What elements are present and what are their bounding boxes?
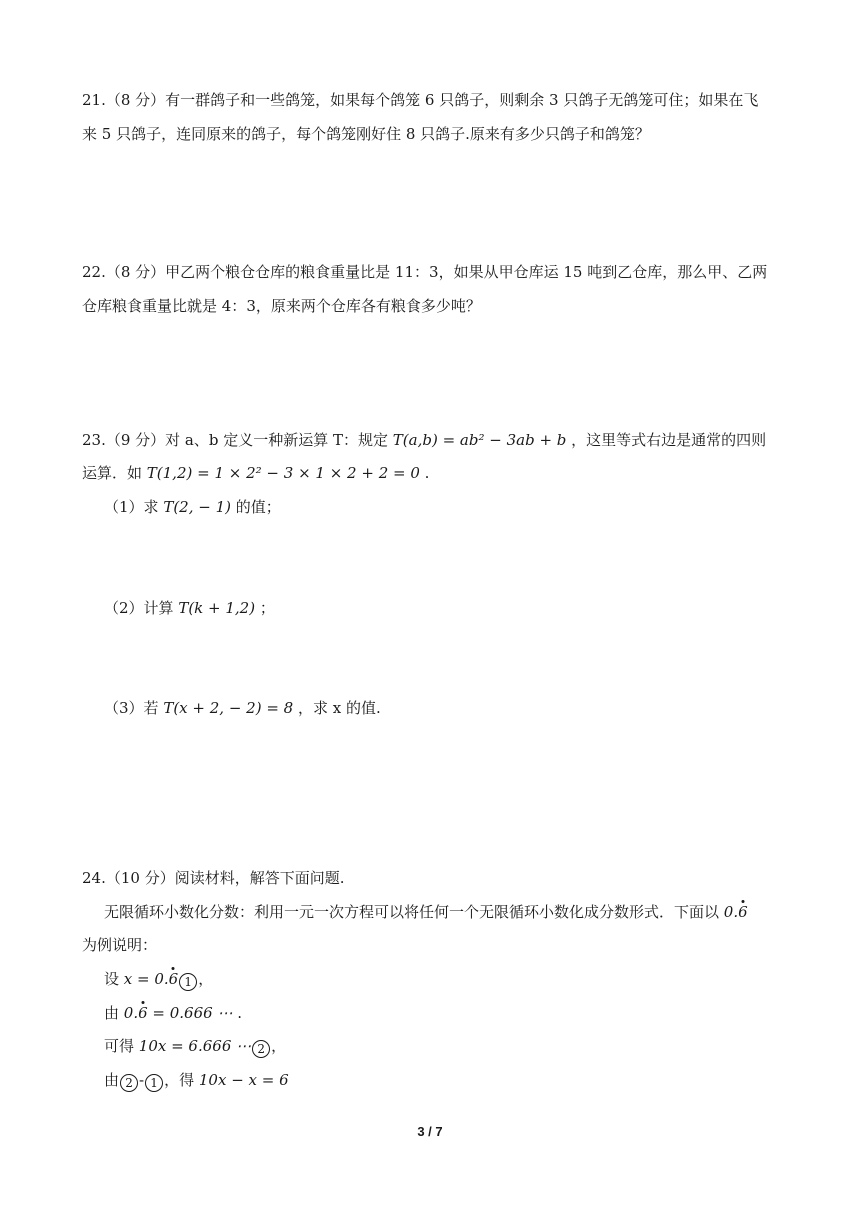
q24-line1: 24.（10 分）阅读材料，解答下面问题. [82, 869, 345, 887]
q24-step1-repeat: 6 [168, 970, 179, 988]
q24-step1-formula-a: x = 0. [123, 970, 169, 988]
circled-number-2: 2 [120, 1074, 138, 1092]
q23-line1-prefix: 23.（9 分）对 a、b 定义一种新运算 T：规定 [82, 431, 393, 449]
q22-line2: 仓库粮食重量比就是 4：3，原来两个仓库各有粮食多少吨？ [82, 297, 481, 315]
q24-step1 [104, 969, 213, 991]
q24-step4-dash: - [139, 1071, 145, 1089]
q24-step4-formula: 10x − x = 6 [198, 1071, 289, 1089]
q24-step2-suffix: . [237, 1004, 243, 1022]
q24-line2-text: 无限循环小数化分数：利用一元一次方程可以将任何一个无限循环小数化成分数形式．下面以 [104, 903, 724, 921]
q22-line1: 22.（8 分）甲乙两个粮仓仓库的粮食重量比是 11：3，如果从甲仓库运 15 吨到乙仓库，那么甲、乙两 [82, 263, 768, 281]
q23-part2 [104, 598, 275, 618]
q24-step2-formula-b: = 0.666 ⋯ [147, 1004, 238, 1022]
q23-line2-suffix: . [419, 464, 430, 482]
q23-line1 [82, 430, 766, 450]
q24-line3: 为例说明： [82, 936, 158, 954]
q23-part3 [104, 698, 381, 718]
q23-line1-suffix: ，这里等式右边是通常的四则 [566, 431, 767, 449]
q23-part2-prefix: （2）计算 [104, 599, 179, 617]
q24-step3-formula: 10x = 6.666 ⋯ [138, 1037, 252, 1055]
q21-line1: 21.（8 分）有一群鸽子和一些鸽笼，如果每个鸽笼 6 只鸽子，则剩余 3 只鸽子无鸽笼可住；如果在飞 [82, 91, 759, 109]
q23-example-formula: T(1,2) = 1 × 2² − 3 × 1 × 2 + 2 = 0 [146, 464, 420, 482]
q23-part2-formula: T(k + 1,2) [178, 599, 256, 617]
q23-part2-suffix: ； [255, 599, 275, 617]
q24-step2 [104, 1003, 242, 1023]
q24-step2-repeat: 6 [138, 1004, 148, 1022]
q24-step2-formula-a: 0. [123, 1004, 139, 1022]
q24-step4-prefix: 由 [104, 1071, 120, 1089]
q23-part1-suffix: 的值； [230, 498, 281, 516]
q21-line2: 来 5 只鸽子，连同原来的鸽子，每个鸽笼刚好住 8 只鸽子.原来有多少只鸽子和鸽笼？ [82, 125, 650, 143]
circled-number-1: 1 [179, 973, 197, 991]
q23-part1-formula: T(2, − 1) [163, 498, 231, 516]
circled-number-1: 1 [145, 1074, 163, 1092]
q24-line2-number [724, 903, 748, 921]
q24-step2-prefix: 由 [104, 1004, 124, 1022]
q23-part3-formula: T(x + 2, − 2) = 8 [163, 699, 294, 717]
q24-line2-number-repeat: 6 [738, 903, 748, 921]
q24-step1-prefix: 设 [104, 970, 124, 988]
q24-step4-mid: ，得 [164, 1071, 199, 1089]
circled-number-2: 2 [252, 1040, 270, 1058]
q24-step3 [104, 1036, 286, 1058]
q23-part3-prefix: （3）若 [104, 699, 164, 717]
q24-step3-prefix: 可得 [104, 1037, 139, 1055]
q24-line2 [104, 902, 748, 922]
page-number: 3 / 7 [417, 1124, 443, 1139]
q23-part3-suffix: ，求 x 的值. [293, 699, 381, 717]
q23-line2-prefix: 运算．如 [82, 464, 147, 482]
q24-step4 [104, 1070, 289, 1092]
q24-step3-suffix: ， [271, 1037, 287, 1055]
q23-definition-formula: T(a,b) = ab² − 3ab + b [392, 431, 567, 449]
q23-line2 [82, 463, 429, 483]
q24-step1-formula [124, 970, 178, 988]
q23-part1-prefix: （1）求 [104, 498, 164, 516]
q23-part1 [104, 497, 281, 517]
q24-step2-formula [124, 1004, 237, 1022]
q24-line2-number-int: 0. [723, 903, 739, 921]
q24-step1-suffix: ， [198, 970, 214, 988]
